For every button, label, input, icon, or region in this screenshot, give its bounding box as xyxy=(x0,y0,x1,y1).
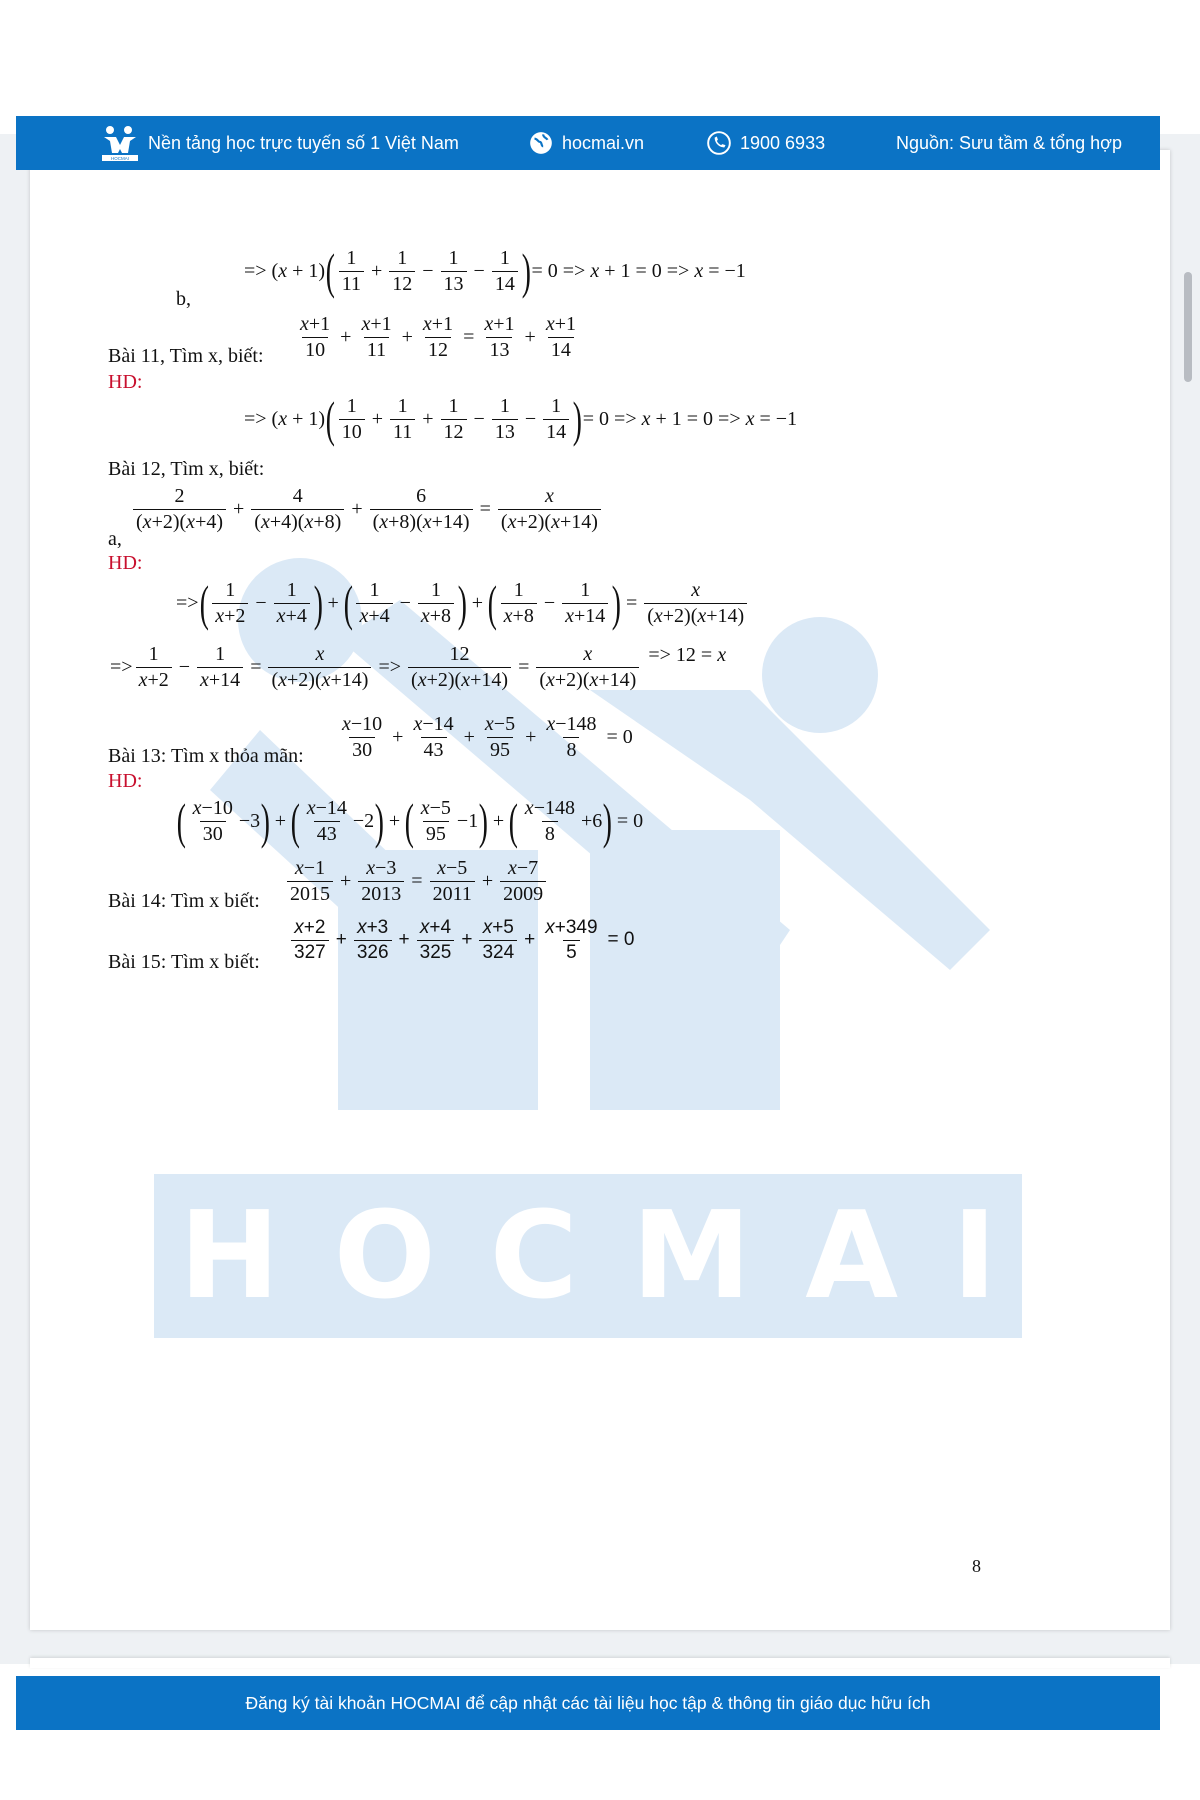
equation-bai-14: $\frac{x-1}{2015}$ + $\frac{x-3}{2013}$ = $\frac{x-5}{2011}$ + $\frac{x-7}{2009}$ xyxy=(284,858,549,905)
phone-number: 1900 6933 xyxy=(740,132,826,153)
equation-bai-12-step2: => $\frac{1}{x+2}$ − $\frac{1}{x+14}$ = $\frac{x}{(x+2)(x+14)}$ => $\frac{12}{(x+2)(x+14)}$ = $\frac{x}{(x+2)(x+14)}$ => 12 = x xyxy=(110,643,727,691)
hd-label-3: HD: xyxy=(108,770,143,792)
equation-bai-11: $\frac{x+1}{10}$ + $\frac{x+1}{11}$ + $\frac{x+1}{12}$ = $\frac{x+1}{13}$ + $\frac{x+1}{14}$ xyxy=(300,313,576,361)
bai-14-title: Bài 14: Tìm x biết: xyxy=(108,890,260,912)
bai-11-title: Bài 11, Tìm x, biết: xyxy=(108,345,264,367)
footer-text: Đăng ký tài khoản HOCMAI để cập nhật các tài liệu học tập & thông tin giáo dục hữu ích xyxy=(245,1692,931,1713)
hd-label-2: HD: xyxy=(108,552,143,574)
equation-bai-12a: $\frac{2}{(x+2)(x+4)}$ + $\frac{4}{(x+4)(x+8)}$ + $\frac{6}{(x+8)(x+14)}$ = $\frac{x}{(x+2)(x+14)}$ xyxy=(130,486,604,533)
equation-bai-13-solution: ( $\frac{x-10}{30}$ −3 ) + ( $\frac{x-14}{43}$ −2 ) + ( $\frac{x-5}{95}$ −1 ) + ( $\frac{x-148}{8}$ +6 ) = 0 xyxy=(176,793,644,849)
bai-12-title: Bài 12, Tìm x, biết: xyxy=(108,458,265,480)
bai-13-title: Bài 13: Tìm x thỏa mãn: xyxy=(108,745,304,767)
equation-b-result: => (x + 1) ( $\frac{1}{11}$ + $\frac{1}{12}$ − $\frac{1}{13}$ − $\frac{1}{14}$ ) = 0 => x + 1 = 0 => x = −1 xyxy=(244,243,746,299)
label-a: a, xyxy=(108,528,122,550)
header-slogan: Nền tảng học trực tuyến số 1 Việt Nam xyxy=(148,132,459,153)
equation-bai-15: $\frac{x+2}{327}$ + $\frac{x+3}{326}$ + $\frac{x+4}{325}$ + $\frac{x+5}{324}$ + $\frac{x+349}{5}$ = 0 xyxy=(288,918,639,963)
website-text: hocmai.vn xyxy=(562,132,645,153)
equation-bai-11-solution: => (x + 1) ( $\frac{1}{10}$ + $\frac{1}{11}$ + $\frac{1}{12}$ − $\frac{1}{13}$ − $\frac{1}{14}$ ) = 0 => x + 1 = 0 => x = −1 xyxy=(244,391,798,447)
equation-bai-13: $\frac{x-10}{30}$ + $\frac{x-14}{43}$ + $\frac{x-5}{95}$ + $\frac{x-148}{8}$ = 0 xyxy=(342,713,633,761)
label-b: b, xyxy=(176,288,191,310)
equation-bai-12-step1: => ( $\frac{1}{x+2}$ − $\frac{1}{x+4}$ ) + ( $\frac{1}{x+4}$ − $\frac{1}{x+8}$ ) + ( $\frac{1}{x+8}$ − $\frac{1}{x+14}$ ) = $\frac{x}{(x+2)(x+14)}$ xyxy=(176,578,750,628)
page-number: 8 xyxy=(972,1556,981,1576)
source-text: Nguồn: Sưu tầm & tổng hợp xyxy=(896,132,1122,153)
watermark-text: HOCMAI xyxy=(154,1174,1022,1338)
logo-text: HOCMAI xyxy=(111,156,129,161)
bai-15-title: Bài 15: Tìm x biết: xyxy=(108,951,260,973)
hd-label-1: HD: xyxy=(108,371,143,393)
